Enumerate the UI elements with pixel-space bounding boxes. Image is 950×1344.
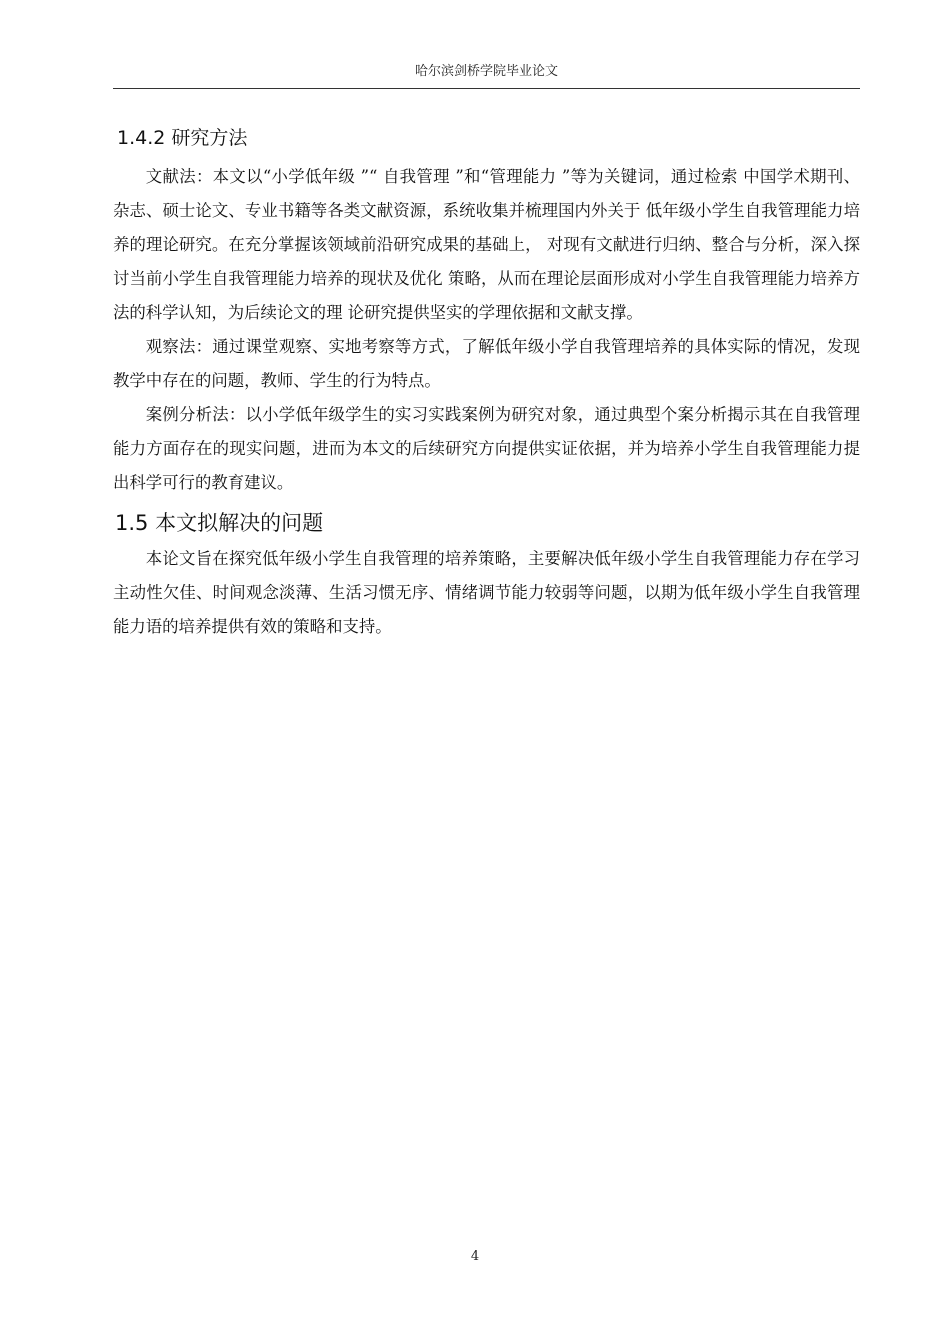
section-heading-1-5: 1.5 本文拟解决的问题: [115, 511, 324, 535]
paragraph-literature-method: 文献法：本文以“小学低年级 ”“ 自我管理 ”和“管理能力 ”等为关键词，通过检索 中国学术期刊、杂志、硕士论文、专业书籍等各类文献资源，系统收集并梳理国内外关于 低年级小学生自我管理能力培养的理论研究。在充分掌握该领域前沿研究成果的基础上， 对现有文献进行归纳、整合与分析，深入探讨当前小学生自我管理能力培养的现状及优化 策略，从而在理论层面形成对小学生自我管理能力培养方法的科学认知，为后续论文的理 论研究提供坚实的学理依据和文献支撑。: [113, 167, 860, 322]
paragraph-case-analysis-method: 案例分析法：以小学低年级学生的实习实践案例为研究对象，通过典型个案分析揭示其在自我管理能力方面存在的现实问题，进而为本文的后续研究方向提供实证依据，并为培养小学生自我管理能力提出科学可行的教育建议。: [113, 405, 860, 492]
running-header: 哈尔滨剑桥学院毕业论文: [414, 64, 558, 79]
page-number: 4: [470, 1249, 480, 1264]
header-rule: [113, 88, 860, 89]
paragraph-observation-method: 观察法：通过课堂观察、实地考察等方式，了解低年级小学自我管理培养的具体实际的情况，发现教学中存在的问题，教师、学生的行为特点。: [113, 337, 860, 390]
section-heading-1-4-2: 1.4.2 研究方法: [117, 127, 248, 149]
page-body: [113, 118, 860, 644]
paragraph-problems-to-solve: 本论文旨在探究低年级小学生自我管理的培养策略，主要解决低年级小学生自我管理能力存在学习主动性欠佳、时间观念淡薄、生活习惯无序、情绪调节能力较弱等问题，以期为低年级小学生自我管理能力语的培养提供有效的策略和支持。: [113, 549, 860, 636]
